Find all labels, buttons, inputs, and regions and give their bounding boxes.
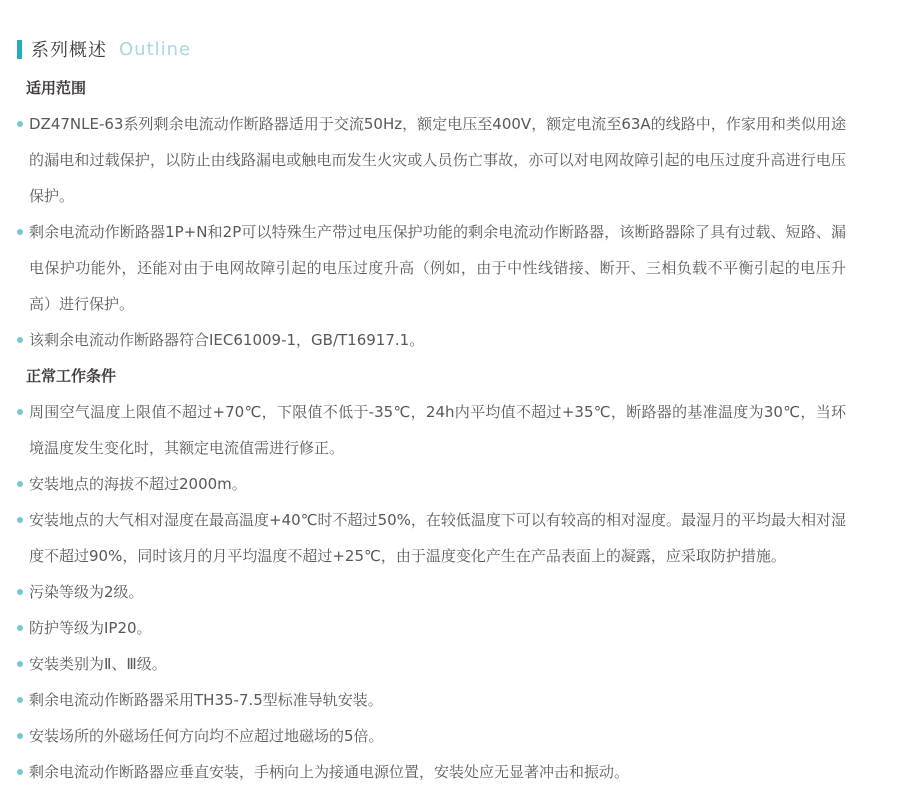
list-item (17, 214, 846, 322)
bullet-dot-icon (17, 229, 23, 235)
list-item (17, 682, 846, 718)
list-item (17, 106, 846, 214)
bullet-text: 剩余电流动作断路器应垂直安装，手柄向上为接通电源位置，安装处应无显著冲击和振动。 (29, 763, 630, 781)
bullet-dot-icon (17, 337, 23, 343)
title-accent-bar-icon (17, 40, 22, 59)
bullet-text: 安装地点的大气相对湿度在最高温度+40℃时不超过50%，在较低温度下可以有较高的相对湿度。最湿月的平均最大相对湿度不超过90%，同时该月的月平均温度不超过+25℃，由于温度变化产生在产品表面上的凝露，应采取防护措施。 (29, 511, 846, 565)
list-item (17, 466, 846, 502)
bullet-dot-icon (17, 409, 23, 415)
bullet-text: DZ47NLE-63系列剩余电流动作断路器适用于交流50Hz，额定电压至400V，额定电流至63A的线路中，作家用和类似用途的漏电和过载保护，以防止由线路漏电或触电而发生火灾或人员伤亡事故，亦可以对电网故障引起的电压过度升高进行电压保护。 (29, 115, 846, 205)
list-item (17, 394, 846, 466)
page-title (17, 38, 846, 60)
bullet-list-scope (17, 106, 846, 358)
bullet-dot-icon (17, 697, 23, 703)
bullet-dot-icon (17, 769, 23, 775)
bullet-dot-icon (17, 517, 23, 523)
page-title-zh: 系列概述 (31, 40, 107, 61)
list-item (17, 574, 846, 610)
bullet-text: 安装场所的外磁场任何方向均不应超过地磁场的5倍。 (29, 727, 384, 745)
bullet-dot-icon (17, 481, 23, 487)
page-content (17, 70, 846, 790)
bullet-dot-icon (17, 625, 23, 631)
bullet-dot-icon (17, 121, 23, 127)
bullet-text: 安装类别为Ⅱ、Ⅲ级。 (29, 655, 167, 673)
list-item (17, 646, 846, 682)
bullet-list-conditions (17, 394, 846, 790)
bullet-text: 污染等级为2级。 (29, 583, 144, 601)
bullet-text: 周围空气温度上限值不超过+70℃，下限值不低于-35℃，24h内平均值不超过+35℃，断路器的基准温度为30℃，当环境温度发生变化时，其额定电流值需进行修正。 (29, 403, 846, 457)
list-item (17, 754, 846, 790)
bullet-dot-icon (17, 661, 23, 667)
bullet-dot-icon (17, 589, 23, 595)
bullet-text: 安装地点的海拔不超过2000m。 (29, 475, 247, 493)
section-heading-scope: 适用范围 (26, 79, 87, 97)
bullet-dot-icon (17, 733, 23, 739)
list-item (17, 502, 846, 574)
list-item (17, 718, 846, 754)
bullet-text: 剩余电流动作断路器采用TH35-7.5型标准导轨安装。 (29, 691, 383, 709)
bullet-text: 该剩余电流动作断路器符合IEC61009-1，GB/T16917.1。 (29, 331, 425, 349)
bullet-text: 剩余电流动作断路器1P+N和2P可以特殊生产带过电压保护功能的剩余电流动作断路器，该断路器除了具有过载、短路、漏电保护功能外，还能对由于电网故障引起的电压过度升高（例如，由于中性线错接、断开、三相负载不平衡引起的电压升高）进行保护。 (29, 223, 846, 313)
bullet-text: 防护等级为IP20。 (29, 619, 152, 637)
section-heading-conditions: 正常工作条件 (26, 367, 117, 385)
list-item (17, 610, 846, 646)
page-title-en: Outline (119, 38, 192, 60)
list-item (17, 322, 846, 358)
